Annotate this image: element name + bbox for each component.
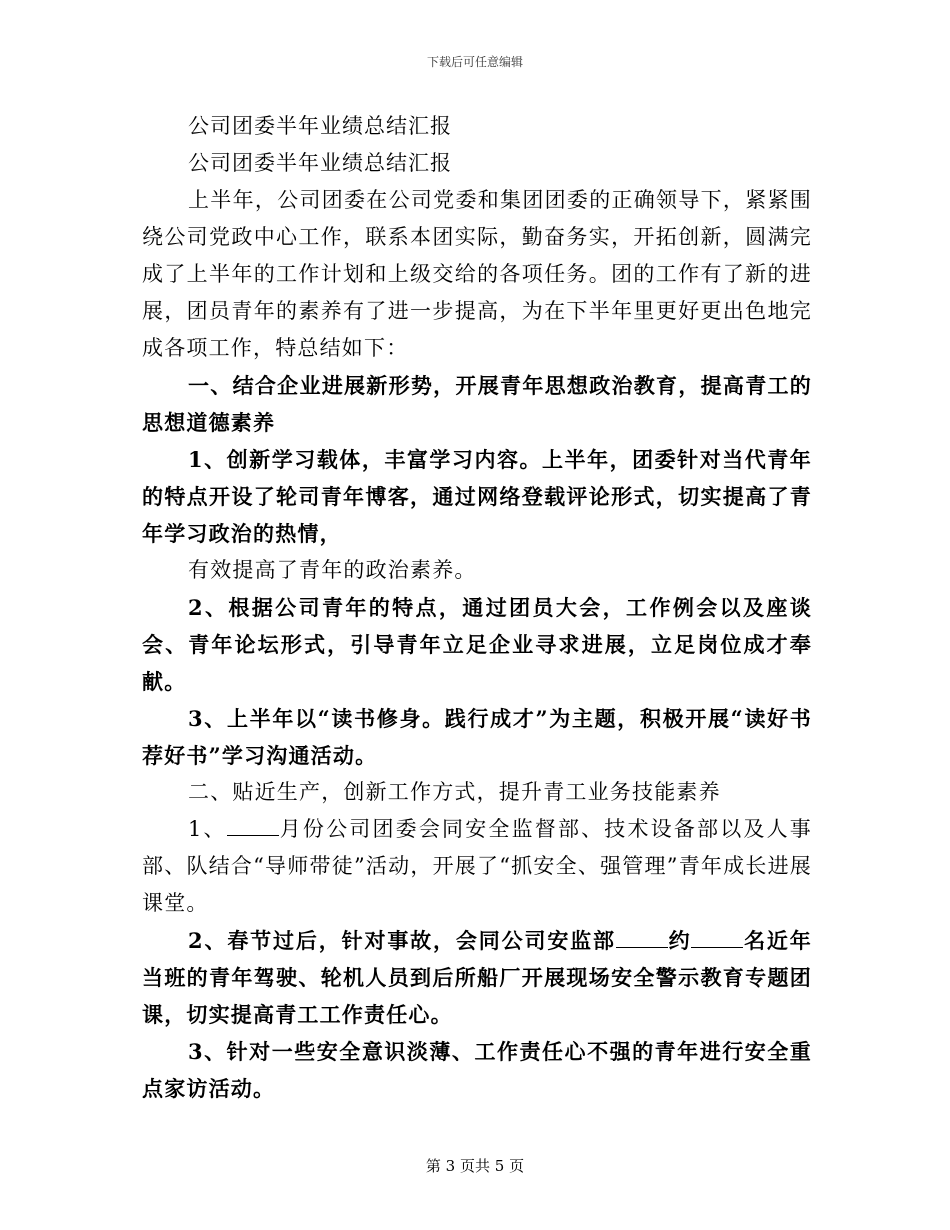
section-2-item-2 [142,922,812,1033]
fill-in-blank [227,834,279,836]
section-1-item-1: 1、创新学习载体，丰富学习内容。上半年，团委针对当代青年的特点开设了轮司青年博客，通过网络登载评论形式，切实提高了青年学习政治的热情， [142,447,812,546]
document-body [142,108,812,1107]
s2-item-1-prefix: 1、 [188,817,227,841]
intro-paragraph: 上半年，公司团委在公司党委和集团团委的正确领导下，紧紧围绕公司党政中心工作，联系本团实际，勤奋务实，开拓创新，圆满完成了上半年的工作计划和上级交给的各项任务。团的工作有了新的进展，团员青年的素养有了进一步提高，为在下半年里更好更出色地完成各项工作，特总结如下： [142,188,812,360]
s2-item-1-text: 月份公司团委会同安全监督部、技术设备部以及人事部、队结合“导师带徒”活动，开展了“抓安全、强管理”青年成长进展课堂。 [142,817,812,915]
section-1-heading: 一、结合企业进展新形势，开展青年思想政治教育，提高青工的思想道德素养 [142,373,812,435]
page-footer: 第 3 页共 5 页 [425,1157,525,1175]
section-1-item-2: 2、根据公司青年的特点，通过团员大会，工作例会以及座谈会、青年论坛形式，引导青年立足企业寻求进展，立足岗位成才奉献。 [142,595,812,694]
s2-item-2-text: 名近年当班的青年驾驶、轮机人员到后所船厂开展现场安全警示教育专题团课，切实提高青工工作责任心。 [142,928,812,1027]
section-2-item-3: 3、针对一些安全意识淡薄、工作责任心不强的青年进行安全重点家访活动。 [142,1039,812,1101]
section-2-item-1 [142,811,812,922]
document-title: 公司团委半年业绩总结汇报 [188,114,452,138]
page-header: 下载后可任意编辑 [426,55,523,69]
document-title-repeat: 公司团委半年业绩总结汇报 [188,151,452,175]
s2-item-2-mid: 约 [667,928,692,953]
section-1-item-3: 3、上半年以“读书修身。践行成才”为主题，积极开展“读好书荐好书”学习沟通活动。 [142,706,812,768]
s2-item-2-prefix: 2、春节过后，针对事故，会同公司安监部 [188,928,616,953]
section-2-heading: 二、贴近生产，创新工作方式，提升青工业务技能素养 [188,780,721,804]
section-1-item-1-continuation: 有效提高了青年的政治素养。 [188,558,477,582]
fill-in-blank [691,946,743,948]
fill-in-blank [616,946,668,948]
